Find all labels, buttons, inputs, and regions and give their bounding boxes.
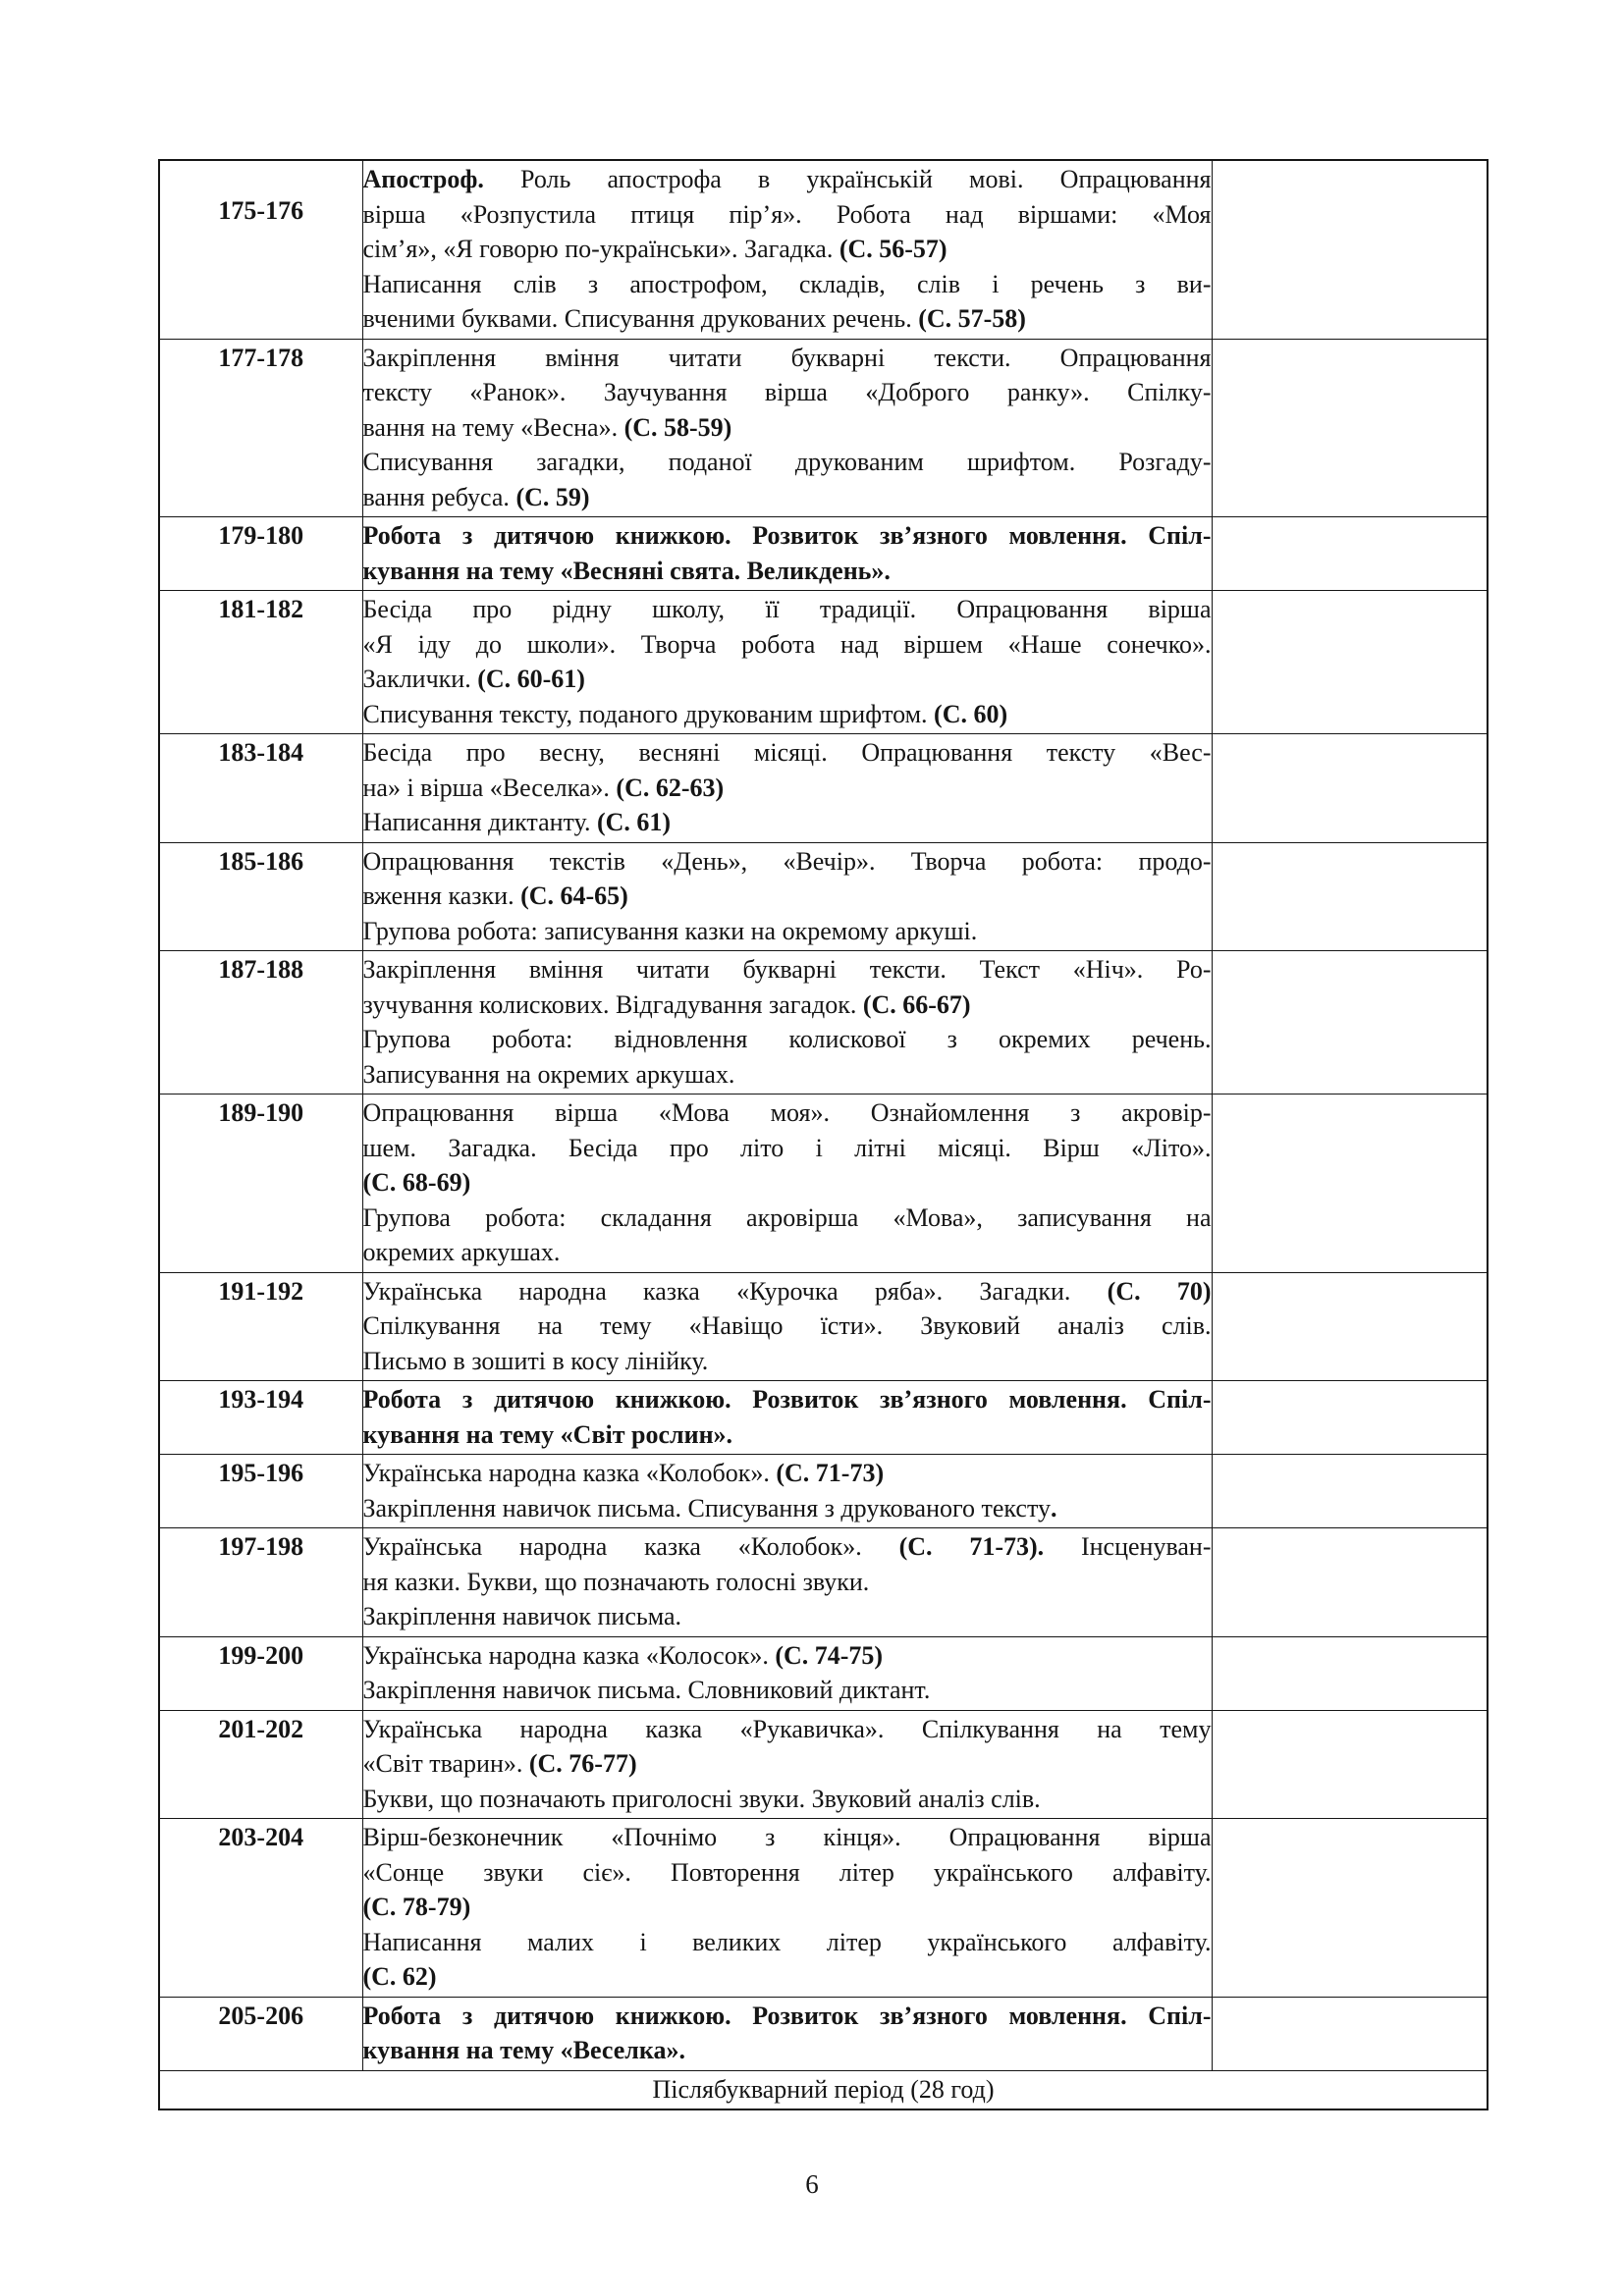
lesson-content [362,1819,1212,1998]
lesson-number: 177-178 [159,339,362,517]
lesson-number: 197-198 [159,1528,362,1637]
lesson-text: Букви, що позначають приголосні звуки. Звуковий аналіз слів. [362,1784,1041,1813]
lesson-text: Інсценуван- [1044,1532,1212,1561]
lesson-text: Опрацювання вірша «Мова моя». Ознайомлення з акровір- [362,1098,1212,1127]
lesson-line [363,805,1212,840]
lesson-text: вченими буквами. Списування друкованих речень. [362,304,919,333]
lesson-row [159,160,1488,339]
period-row [159,2070,1488,2109]
bold-text: (С. 76-77) [528,1749,637,1778]
lesson-line [363,480,1212,515]
bold-text: (С. 71-73) [776,1459,885,1487]
lesson-text: вання ребуса. [362,482,516,511]
lesson-line [363,1890,1212,1925]
lesson-content [362,1997,1212,2070]
lesson-row [159,339,1488,517]
lesson-text: Заклички. [362,665,478,693]
bold-text: кування на тему «Веселка». [362,2036,685,2064]
lesson-line [363,1746,1212,1782]
notes-cell [1212,1095,1488,1273]
lesson-line [363,735,1212,771]
lesson-line [363,1712,1212,1747]
notes-cell [1212,339,1488,517]
lesson-text: Українська народна казка «Колобок». [362,1459,777,1487]
lesson-text: Письмо в зошиті в косу лінійку. [362,1346,709,1375]
lesson-text: вання на тему «Весна». [362,412,624,442]
lesson-line [363,1638,1212,1674]
lesson-line [363,1529,1212,1565]
lesson-line [363,1565,1212,1600]
bold-text: (С. 57-58) [918,304,1026,333]
bold-text: кування на тему «Світ рослин». [362,1419,733,1449]
lesson-number: 205-206 [159,1997,362,2070]
bold-text: (С. 71-73). [898,1532,1045,1561]
lesson-text: Бесіда про весну, весняні місяці. Опрацювання тексту «Вес- [362,738,1212,767]
lesson-row [159,1272,1488,1381]
notes-cell [1212,1381,1488,1455]
lesson-content [362,517,1212,591]
lesson-line [363,2033,1212,2068]
lesson-number: 191-192 [159,1272,362,1381]
lesson-content [362,1095,1212,1273]
lesson-line [363,952,1212,988]
lesson-line [363,1999,1212,2034]
lesson-line [363,267,1212,302]
lesson-line [363,445,1212,480]
bold-text: (С. 64-65) [520,881,628,910]
lesson-content [362,591,1212,734]
lesson-text: Спілкування на тему «Навіщо їсти». Звуковий аналіз слів. [362,1311,1212,1340]
bold-text: (С. 62-63) [616,773,725,802]
notes-cell [1212,1819,1488,1998]
bold-text: (С. 66-67) [862,989,971,1019]
lesson-line [363,1959,1212,1995]
bold-text: (С. 70) [1107,1276,1212,1306]
bold-text: (С. 62) [362,1962,437,1991]
lesson-content [362,1272,1212,1381]
lesson-text: Закріплення вміння читати букварні тексти. Текст «Ніч». Ро- [362,955,1212,984]
lesson-number: 199-200 [159,1636,362,1710]
lesson-content [362,339,1212,517]
lesson-text: на» і вірша «Веселка». [362,773,617,802]
lesson-text: Закріплення навичок письма. [362,1602,682,1630]
period-title: Післябукварний період (28 год) [159,2070,1488,2109]
lesson-text: Написання диктанту. [362,808,597,836]
lesson-number: 181-182 [159,591,362,734]
lesson-content [362,951,1212,1095]
lesson-text: вження казки. [362,881,521,910]
lesson-text: вірша «Розпустила птиця пір’я». Робота над віршами: «Моя [362,199,1212,229]
lesson-row [159,951,1488,1095]
lesson-text: Бесіда про рідну школу, її традиції. Опрацювання вірша [362,595,1212,623]
lesson-line [363,771,1212,806]
lesson-content [362,1636,1212,1710]
lesson-content [362,734,1212,843]
lesson-line [363,1491,1212,1526]
lesson-number: 187-188 [159,951,362,1095]
notes-cell [1212,1997,1488,2070]
lesson-line [363,518,1212,554]
lesson-line [363,662,1212,697]
lesson-line [363,1673,1212,1708]
notes-cell [1212,1272,1488,1381]
lesson-text: «Сонце звуки сіє». Повторення літер українського алфавіту. [362,1857,1212,1887]
lesson-row [159,1636,1488,1710]
lesson-row [159,842,1488,951]
lesson-line [363,592,1212,627]
lesson-number: 175-176 [159,160,362,339]
lesson-text: «Я іду до школи». Творча робота над віршем «Наше сонечко». [362,629,1212,659]
bold-text: (С. 58-59) [623,412,732,442]
lesson-text: Роль апострофа в українській мові. Опрацювання [483,165,1212,193]
lesson-text: Групова робота: записування казки на окремому аркуші. [362,916,978,945]
lesson-plan-body [159,160,1488,2070]
lesson-row [159,1528,1488,1637]
lesson-number: 203-204 [159,1819,362,1998]
lesson-row [159,1710,1488,1819]
lesson-content [362,1455,1212,1528]
lesson-line [363,1599,1212,1634]
lesson-line [363,1057,1212,1093]
lesson-text: шем. Загадка. Бесіда про літо і літні місяці. Вірш «Літо». [362,1133,1212,1162]
lesson-number: 195-196 [159,1455,362,1528]
lesson-line [363,1417,1212,1453]
bold-text: (С. 60) [934,699,1008,728]
lesson-number: 201-202 [159,1710,362,1819]
lesson-line [363,1782,1212,1817]
lesson-text: Українська народна казка «Курочка ряба». Загадки. [362,1276,1108,1306]
notes-cell [1212,1636,1488,1710]
lesson-text: Закріплення навичок письма. Словниковий диктант. [362,1676,931,1704]
lesson-text: Списування тексту, поданого друкованим шрифтом. [362,699,935,728]
lesson-line [363,914,1212,949]
lesson-text: Опрацювання текстів «День», «Вечір». Творча робота: продо- [362,846,1212,876]
lesson-line [363,1925,1212,1960]
lesson-line [363,1201,1212,1236]
lesson-number: 179-180 [159,517,362,591]
lesson-text: «Світ тварин». [362,1749,529,1778]
lesson-row [159,517,1488,591]
lesson-line [363,879,1212,914]
lesson-line [363,1235,1212,1270]
lesson-text: окремих аркушах. [362,1238,561,1266]
lesson-text: Написання малих і великих літер українського алфавіту. [362,1927,1212,1956]
lesson-row [159,1455,1488,1528]
lesson-text: Групова робота: складання акровірша «Мова», записування на [362,1202,1212,1232]
lesson-line [363,162,1212,197]
notes-cell [1212,951,1488,1095]
lesson-line [363,1855,1212,1891]
bold-text: Робота з дитячою книжкою. Розвиток зв’язного мовлення. Спіл- [362,521,1212,550]
lesson-text: Групова робота: відновлення колискової з окремих речень. [362,1025,1212,1053]
bold-text: (С. 68-69) [362,1168,471,1197]
lesson-text: Вірш-безконечник «Почнімо з кінця». Опрацювання вірша [362,1823,1212,1851]
lesson-text: сім’я», «Я говорю по-українськи». Загадка. [362,235,839,263]
lesson-content [362,1710,1212,1819]
lesson-line [363,301,1212,337]
notes-cell [1212,1455,1488,1528]
lesson-row [159,1819,1488,1998]
lesson-line [363,1274,1212,1309]
lesson-line [363,410,1212,446]
lesson-text: Українська народна казка «Рукавичка». Спілкування на тему [362,1714,1212,1743]
bold-text: (С. 78-79) [362,1893,471,1921]
lesson-text: Написання слів з апострофом, складів, слів і речень з ви- [362,269,1212,298]
lesson-line [363,1344,1212,1379]
lesson-text: тексту «Ранок». Заучування вірша «Доброго ранку». Спілку- [362,378,1212,406]
lesson-number: 189-190 [159,1095,362,1273]
lesson-row [159,1997,1488,2070]
notes-cell [1212,734,1488,843]
lesson-row [159,591,1488,734]
bold-text: (С. 61) [596,808,672,836]
bold-text: (С. 59) [515,482,590,511]
lesson-row [159,1381,1488,1455]
lesson-line [363,1820,1212,1855]
lesson-number: 193-194 [159,1381,362,1455]
lesson-text: ня казки. Букви, що позначають голосні звуки. [362,1567,870,1596]
lesson-line [363,627,1212,663]
bold-text: (С. 56-57) [839,235,947,263]
lesson-text: Українська народна казка «Колобок». [362,1532,899,1561]
lesson-content [362,160,1212,339]
bold-text: Робота з дитячою книжкою. Розвиток зв’язного мовлення. Спіл- [362,2001,1212,2030]
notes-cell [1212,591,1488,734]
lesson-text: Закріплення навичок письма. Списування з друкованого тексту [362,1493,1051,1522]
notes-cell [1212,160,1488,339]
lesson-number: 185-186 [159,842,362,951]
bold-text: Апостроф. [362,165,484,193]
notes-cell [1212,1528,1488,1637]
lesson-plan-table [158,159,1489,2110]
notes-cell [1212,1710,1488,1819]
lesson-line [363,1165,1212,1201]
bold-text: (С. 60-61) [477,665,585,693]
lesson-row [159,1095,1488,1273]
lesson-line [363,1382,1212,1417]
page-number: 6 [805,2169,819,2199]
lesson-line [363,988,1212,1023]
lesson-line [363,232,1212,267]
lesson-line [363,1095,1212,1131]
lesson-line [363,341,1212,376]
lesson-row [159,734,1488,843]
bold-text: кування на тему «Весняні свята. Великдень». [362,556,891,585]
lesson-content [362,1381,1212,1455]
lesson-line [363,697,1212,732]
lesson-text: Записування на окремих аркушах. [362,1059,735,1089]
lesson-line [363,375,1212,410]
bold-text: . [1050,1493,1057,1522]
lesson-line [363,197,1212,233]
notes-cell [1212,842,1488,951]
lesson-line [363,1308,1212,1344]
lesson-line [363,1022,1212,1057]
lesson-text: Українська народна казка «Колосок». [362,1640,776,1670]
lesson-line [363,844,1212,880]
lesson-text: Списування загадки, поданої друкованим шрифтом. Розгаду- [362,448,1212,476]
notes-cell [1212,517,1488,591]
lesson-content [362,1528,1212,1637]
lesson-text: зучування колискових. Відгадування загадок. [362,989,863,1019]
lesson-number: 183-184 [159,734,362,843]
lesson-line [363,1456,1212,1491]
lesson-content [362,842,1212,951]
bold-text: (С. 74-75) [775,1640,884,1670]
lesson-line [363,1131,1212,1166]
bold-text: Робота з дитячою книжкою. Розвиток зв’язного мовлення. Спіл- [362,1385,1212,1414]
lesson-text: Закріплення вміння читати букварні тексти. Опрацювання [362,343,1212,372]
lesson-line [363,554,1212,589]
